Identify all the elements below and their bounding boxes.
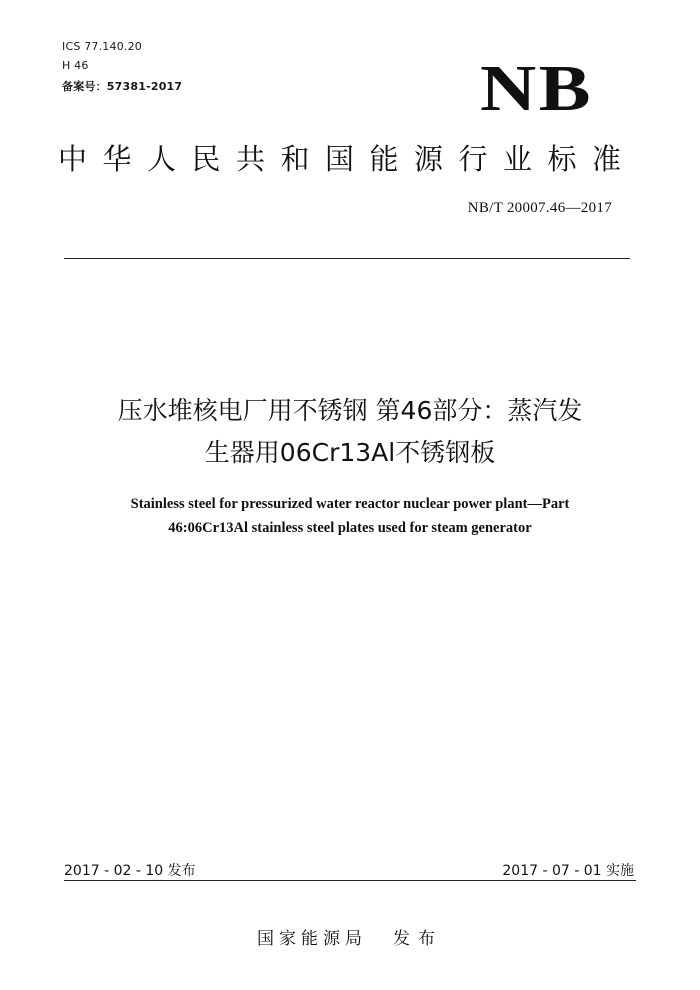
ics-code: ICS 77.140.20 — [62, 40, 142, 53]
implementation-date: 2017 - 07 - 01 实施 — [502, 863, 634, 879]
publisher-action: 发布 — [393, 929, 443, 949]
bottom-divider — [64, 880, 636, 881]
issue-date: 2017 - 02 - 10 发布 — [64, 863, 196, 879]
standard-category-title: 中华人民共和国能源行业标准 — [58, 142, 637, 176]
chinese-title-line-2: 生器用06Cr13Al不锈钢板 — [204, 438, 496, 467]
english-title-line-2: 46:06Cr13Al stainless steel plates used for steam generator — [168, 520, 532, 536]
english-title-line-1: Stainless steel for pressurized water reactor nuclear power plant—Part — [130, 496, 570, 512]
publisher-organization: 国家能源局 — [257, 929, 367, 949]
publisher-line — [0, 924, 700, 949]
nb-logo: NB — [480, 52, 593, 125]
chinese-title-line-1: 压水堆核电厂用不锈钢 第46部分：蒸汽发 — [117, 396, 583, 425]
standard-number: NB/T 20007.46—2017 — [467, 200, 612, 216]
classification-code: H 46 — [62, 59, 89, 72]
top-divider — [64, 258, 630, 259]
record-number: 备案号：57381-2017 — [62, 80, 183, 93]
